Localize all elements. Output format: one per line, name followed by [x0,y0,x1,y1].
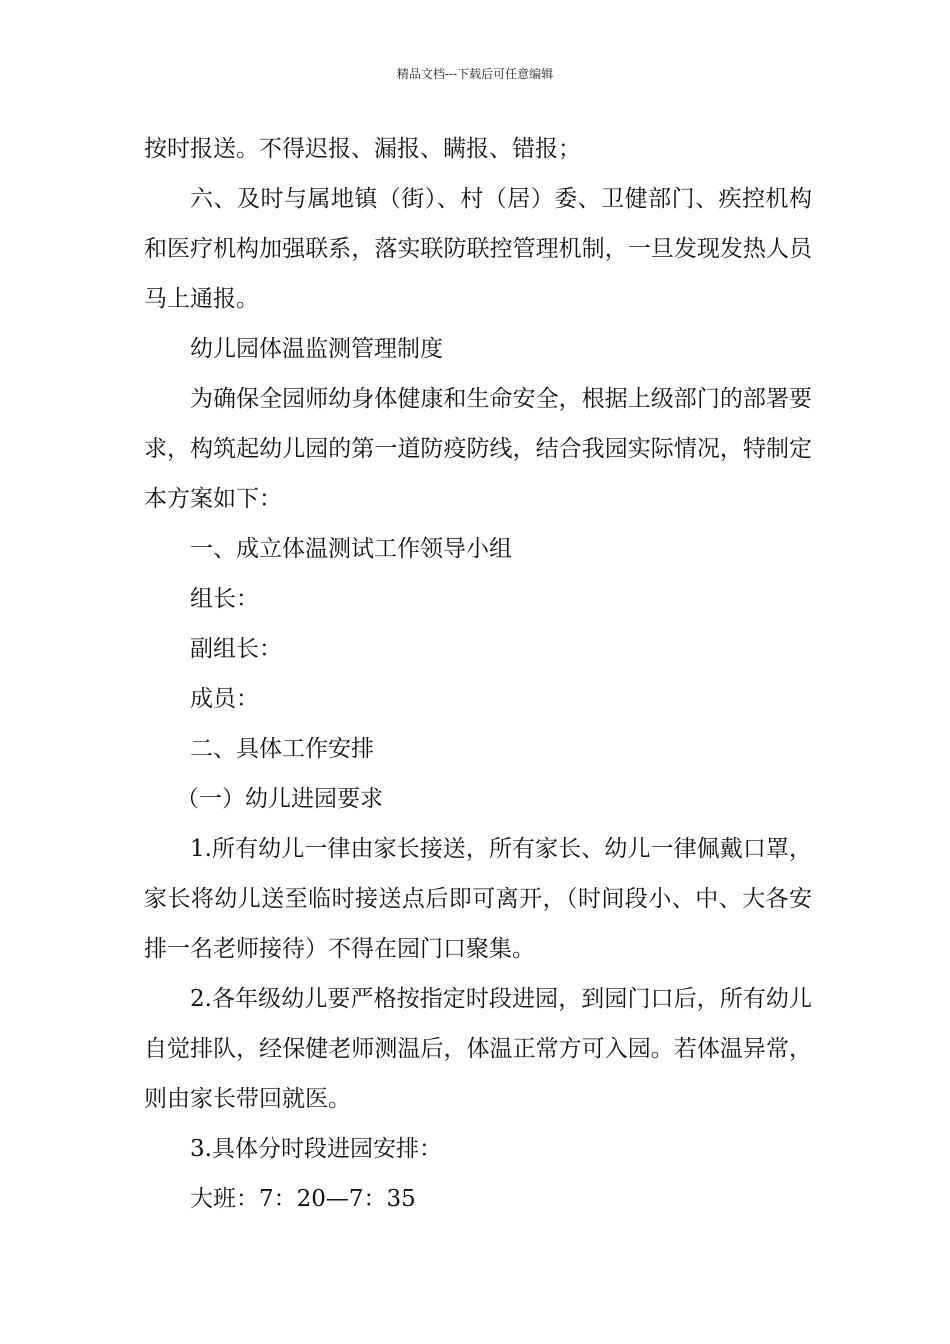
schedule-large-class: 大班：7：20—7：35 [190,1186,416,1212]
document-body [144,124,812,1224]
label-group-leader: 组长： [190,586,259,612]
heading-work-arrangement: 二、具体工作安排 [190,736,374,762]
paragraph-intro: 为确保全园师幼身体健康和生命安全，根据上级部门的部署要求，构筑起幼儿园的第一道防疫防线，结合我园实际情况，特制定本方案如下： [144,386,812,512]
section-title: 幼儿园体温监测管理制度 [190,336,443,362]
label-deputy-leader: 副组长： [190,636,282,662]
paragraph-item-2: 2.各年级幼儿要严格按指定时段进园，到园门口后，所有幼儿自觉排队，经保健老师测温后，体温正常方可入园。若体温异常，则由家长带回就医。 [144,986,812,1112]
label-members: 成员： [190,686,259,712]
heading-leadership-group: 一、成立体温测试工作领导小组 [190,536,512,562]
paragraph-item-1: 1.所有幼儿一律由家长接送，所有家长、幼儿一律佩戴口罩，家长将幼儿送至临时接送点后即可离开，（时间段小、中、大各安排一名老师接待）不得在园门口聚集。 [144,836,812,962]
subheading-entry-requirements: （一）幼儿进园要求 [176,786,383,812]
page-header: 精品文档---下载后可任意编辑 [396,67,554,81]
paragraph-continuation: 按时报送。不得迟报、漏报、瞒报、错报； [144,136,581,162]
paragraph-item-six: 六、及时与属地镇（街）、村（居）委、卫健部门、疾控机构和医疗机构加强联系，落实联防联控管理机制，一旦发现发热人员马上通报。 [144,186,812,312]
paragraph-item-3: 3.具体分时段进园安排： [190,1136,442,1162]
